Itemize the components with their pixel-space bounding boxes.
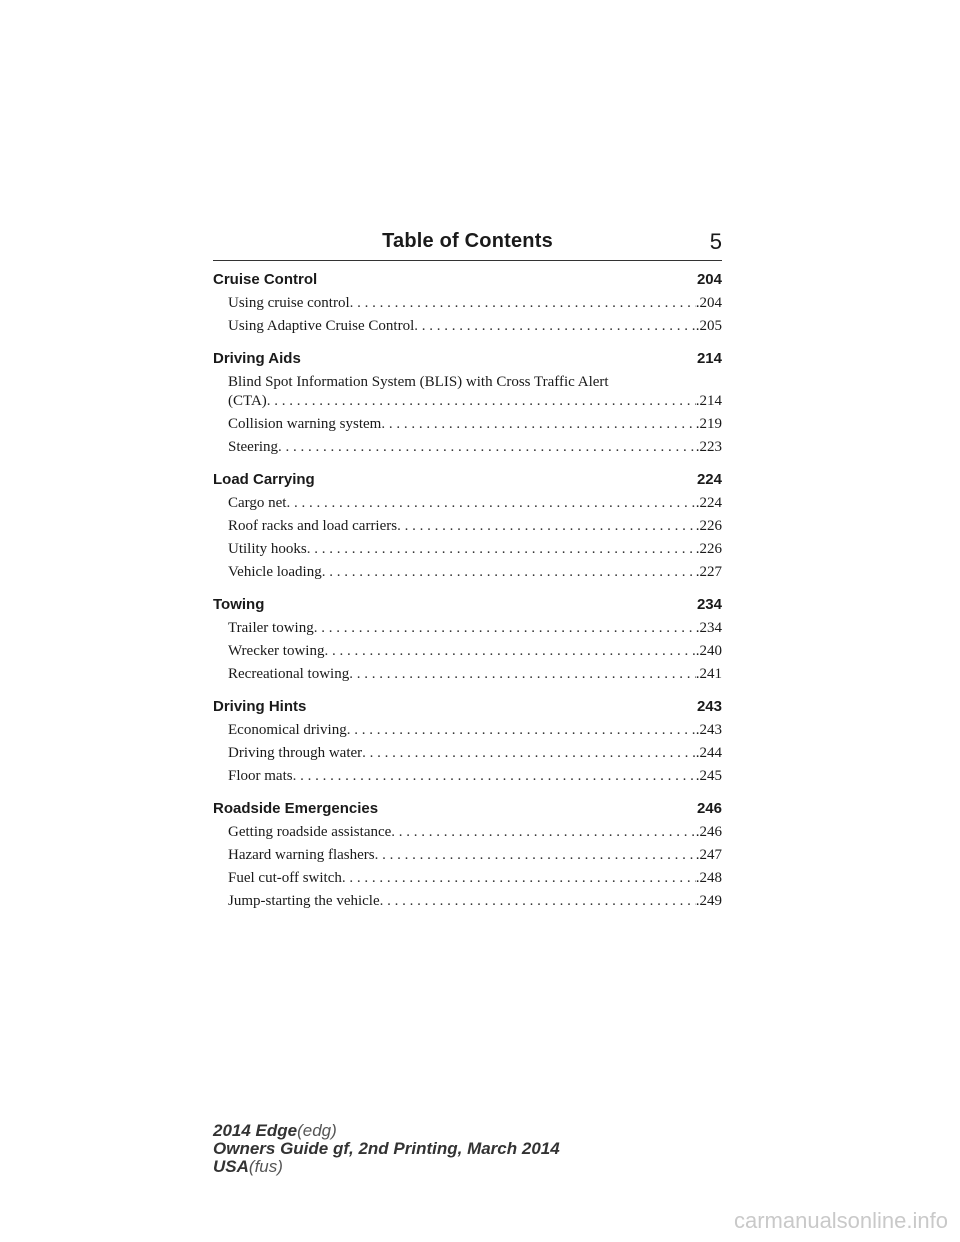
entry-label: Using cruise control <box>228 295 350 311</box>
dot-leader <box>349 665 696 684</box>
section-heading[interactable] <box>213 595 722 615</box>
entry-page: .240 <box>695 643 722 659</box>
entry-page: .224 <box>695 495 722 511</box>
section-page: 246 <box>696 800 722 817</box>
section-title: Cruise Control <box>213 271 318 288</box>
entry-label: Recreational towing <box>228 666 350 682</box>
section-title: Driving Hints <box>213 698 307 715</box>
section-title: Towing <box>213 596 265 613</box>
entry-label: Utility hooks <box>228 541 307 557</box>
watermark: carmanualsonline.info <box>733 1208 948 1233</box>
section-title: Load Carrying <box>213 471 315 488</box>
entry-page: .214 <box>695 393 722 409</box>
section-heading[interactable] <box>213 270 722 290</box>
entry-label: Vehicle loading <box>228 564 322 580</box>
entry-label: Economical driving <box>228 722 347 738</box>
toc-section <box>213 595 722 684</box>
entry-page: .249 <box>695 893 722 909</box>
section-heading[interactable] <box>213 697 722 717</box>
entry-label: Roof racks and load carriers <box>228 518 398 534</box>
entry-label: Driving through water <box>228 745 363 761</box>
footer-guide: Owners Guide gf, 2nd Printing, March 2014 <box>213 1139 560 1158</box>
section-page: 234 <box>696 596 722 613</box>
entry-label: Floor mats <box>228 768 293 784</box>
entry-label: Jump-starting the vehicle <box>228 893 380 909</box>
dot-leader <box>350 294 696 313</box>
dot-leader <box>397 517 696 536</box>
toc-section <box>213 470 722 582</box>
entry-label: Blind Spot Information System (BLIS) with Cross Traffic Alert <box>228 374 609 390</box>
dot-leader <box>347 721 696 740</box>
entry-page: .247 <box>695 847 722 863</box>
dot-leader <box>267 392 696 411</box>
toc-entry[interactable] <box>213 619 722 638</box>
dot-leader <box>391 823 695 842</box>
section-page: 214 <box>696 350 722 367</box>
entry-page: .205 <box>695 318 722 334</box>
dot-leader <box>314 619 696 638</box>
entry-page: .243 <box>695 722 722 738</box>
entry-page: .245 <box>695 768 722 784</box>
toc-entry[interactable] <box>213 294 722 313</box>
section-title: Roadside Emergencies <box>213 800 379 817</box>
entry-page: .223 <box>695 439 722 455</box>
entry-page: .244 <box>695 745 722 761</box>
footer-region-code: (fus) <box>248 1157 283 1176</box>
toc-entry[interactable] <box>213 494 722 513</box>
entry-label: Trailer towing <box>228 620 314 636</box>
entry-page: .248 <box>695 870 722 886</box>
footer-region-line <box>213 1158 560 1176</box>
toc-entry[interactable] <box>213 415 722 434</box>
toc-section <box>213 270 722 336</box>
entry-page: .226 <box>695 518 722 534</box>
section-heading[interactable] <box>213 349 722 369</box>
toc-entry[interactable] <box>213 767 722 786</box>
toc-entry[interactable] <box>213 373 722 411</box>
entry-page: .226 <box>695 541 722 557</box>
dot-leader <box>414 317 696 336</box>
entry-label: Hazard warning flashers <box>228 847 375 863</box>
toc-section <box>213 799 722 911</box>
section-page: 204 <box>696 271 722 288</box>
toc-entry[interactable] <box>213 563 722 582</box>
toc-entry[interactable] <box>213 823 722 842</box>
dot-leader <box>307 540 696 559</box>
footer <box>213 1122 560 1176</box>
toc-entry[interactable] <box>213 517 722 536</box>
toc-section <box>213 349 722 457</box>
table-of-contents <box>213 270 722 924</box>
footer-model-code: (edg) <box>297 1121 337 1140</box>
dot-leader <box>375 846 696 865</box>
dot-leader <box>362 744 696 763</box>
toc-entry[interactable] <box>213 869 722 888</box>
dot-leader <box>286 494 695 513</box>
toc-entry[interactable] <box>213 744 722 763</box>
entry-page: .234 <box>695 620 722 636</box>
toc-entry[interactable] <box>213 892 722 911</box>
section-heading[interactable] <box>213 799 722 819</box>
entry-label: Collision warning system <box>228 416 382 432</box>
footer-model: 2014 Edge <box>213 1121 298 1140</box>
section-page: 224 <box>696 471 722 488</box>
dot-leader <box>293 767 696 786</box>
entry-label: Getting roadside assistance <box>228 824 392 840</box>
toc-entry[interactable] <box>213 642 722 661</box>
dot-leader <box>324 642 695 661</box>
entry-page: .227 <box>695 564 722 580</box>
entry-label-continued: (CTA) <box>228 393 267 409</box>
entry-page: .204 <box>695 295 722 311</box>
section-heading[interactable] <box>213 470 722 490</box>
dot-leader <box>381 415 695 434</box>
page-title: Table of Contents <box>382 230 553 252</box>
entry-label: Wrecker towing <box>228 643 325 659</box>
section-title: Driving Aids <box>213 350 301 367</box>
toc-entry[interactable] <box>213 721 722 740</box>
page-number: 5 <box>709 229 722 254</box>
dot-leader <box>322 563 696 582</box>
section-page: 243 <box>696 698 722 715</box>
dot-leader <box>278 438 696 457</box>
entry-label: Cargo net <box>228 495 287 511</box>
entry-label: Fuel cut-off switch <box>228 870 342 886</box>
toc-entry[interactable] <box>213 438 722 457</box>
footer-region: USA <box>213 1157 249 1176</box>
entry-line <box>228 392 722 411</box>
toc-entry[interactable] <box>213 846 722 865</box>
toc-entry[interactable] <box>213 665 722 684</box>
entry-page: .246 <box>695 824 722 840</box>
dot-leader <box>342 869 696 888</box>
entry-label: Steering <box>228 439 278 455</box>
toc-entry[interactable] <box>213 540 722 559</box>
entry-label: Using Adaptive Cruise Control <box>228 318 415 334</box>
entry-page: .241 <box>695 666 722 682</box>
toc-section <box>213 697 722 786</box>
dot-leader <box>380 892 696 911</box>
toc-entry[interactable] <box>213 317 722 336</box>
entry-page: .219 <box>695 416 722 432</box>
footer-model-line <box>213 1122 560 1140</box>
page-header <box>213 226 722 261</box>
